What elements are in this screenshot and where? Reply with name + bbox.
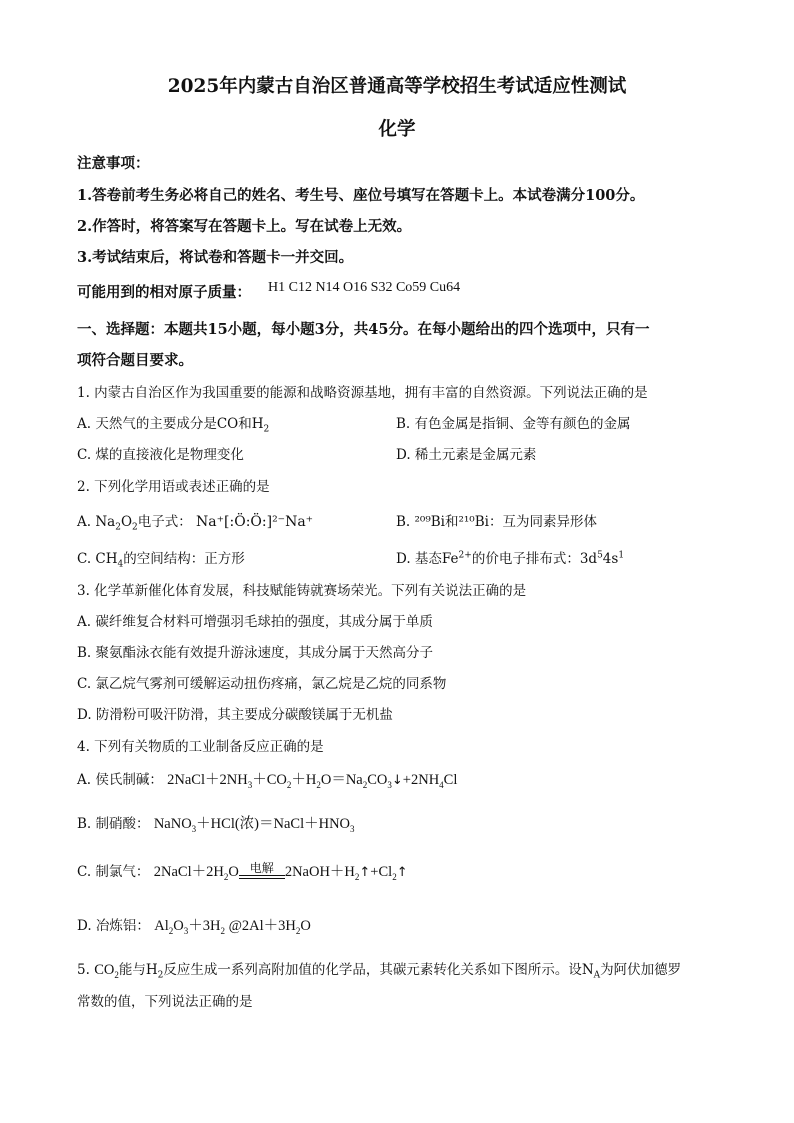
q5-stem-line1: 5. $CO_2$能与$H_2$反应生成一系列高附加值的化学品，其碳元素转化关系如下图所示。设$N_A$为阿伏加德罗 <box>77 962 682 981</box>
q5-stem-line2: 常数的值，下列说法正确的是 <box>77 994 253 1010</box>
q3-option-d: D. 防滑粉可吸汗防滑，其主要成分碳酸镁属于无机盐 <box>77 707 393 723</box>
q4-option-b: B. 制硝酸： NaNO$_3$＋HCl(浓)$=NaCl+HNO_3$ <box>77 816 355 834</box>
q2-option-c: C. $CH_4$的空间结构：正方形 <box>77 551 245 570</box>
electrolysis-condition: 电解 <box>239 862 285 879</box>
q3-option-b: B. 聚氨酯泳衣能有效提升游泳速度，其成分属于天然高分子 <box>77 645 434 661</box>
notice-item-1: 1.答卷前考生务必将自己的姓名、考生号、座位号填写在答题卡上。本试卷满分100分。 <box>77 187 645 204</box>
q2-stem: 2. 下列化学用语或表述正确的是 <box>77 479 270 495</box>
q1-stem: 1. 内蒙古自治区作为我国重要的能源和战略资源基地，拥有丰富的自然资源。下列说法正确的是 <box>77 385 648 401</box>
q1-option-d: D. 稀土元素是金属元素 <box>396 447 537 463</box>
na2o2-electron-formula: Na⁺[:Ö:Ö:]²⁻Na⁺ <box>196 514 314 530</box>
q1-option-c: C. 煤的直接液化是物理变化 <box>77 447 244 463</box>
q4-stem: 4. 下列有关物质的工业制备反应正确的是 <box>77 739 324 755</box>
q2-option-d: D. 基态$Fe^{2+}$的价电子排布式：$3d^54s^1$ <box>396 550 625 567</box>
section1-line1: 一、选择题：本题共15小题，每小题3分，共45分。在每小题给出的四个选项中，只有一 <box>77 321 650 338</box>
subject-title: 化学 <box>378 119 416 140</box>
q1-option-b: B. 有色金属是指铜、金等有颜色的金属 <box>396 416 631 432</box>
notice-item-2: 2.作答时，将答案写在答题卡上。写在试卷上无效。 <box>77 218 412 235</box>
q4-option-a: A. 侯氏制碱： $2NaCl+2NH_3+CO_2+H_2O=Na_2CO_3↓+2NH_4Cl$ <box>77 772 458 790</box>
q2-option-b: B. ²⁰⁹Bi和²¹⁰Bi：互为同素异形体 <box>396 514 597 530</box>
exam-title: 2025年内蒙古自治区普通高等学校招生考试适应性测试 <box>167 76 627 97</box>
q3-option-a: A. 碳纤维复合材料可增强羽毛球拍的强度，其成分属于单质 <box>77 614 433 630</box>
atomic-mass-label: 可能用到的相对原子质量： <box>77 284 251 301</box>
q1-option-a: A. 天然气的主要成分是CO和$H_2$ <box>77 416 270 435</box>
q4-option-d: D. 冶炼铝： $Al_2O_3+3H_2$ $@2Al+3H_2O$ <box>77 918 311 936</box>
atomic-mass-values: H1 C12 N14 O16 S32 Co59 Cu64 <box>268 280 461 295</box>
notice-item-3: 3.考试结束后，将试卷和答题卡一并交回。 <box>77 249 354 266</box>
q4-option-c: C. 制氯气： $2NaCl+2H_2O$ 电解 $2NaOH+H_2↑+Cl_2↑$ <box>77 861 408 882</box>
notice-heading: 注意事项： <box>77 155 150 172</box>
section1-line2: 项符合题目要求。 <box>77 352 193 369</box>
q3-stem: 3. 化学革新催化体育发展，科技赋能铸就赛场荣光。下列有关说法正确的是 <box>77 583 527 599</box>
q3-option-c: C. 氯乙烷气雾剂可缓解运动扭伤疼痛，氯乙烷是乙烷的同系物 <box>77 676 447 692</box>
q2-option-a: A. $Na_2O_2$电子式： Na⁺[:Ö:Ö:]²⁻Na⁺ <box>77 514 314 533</box>
